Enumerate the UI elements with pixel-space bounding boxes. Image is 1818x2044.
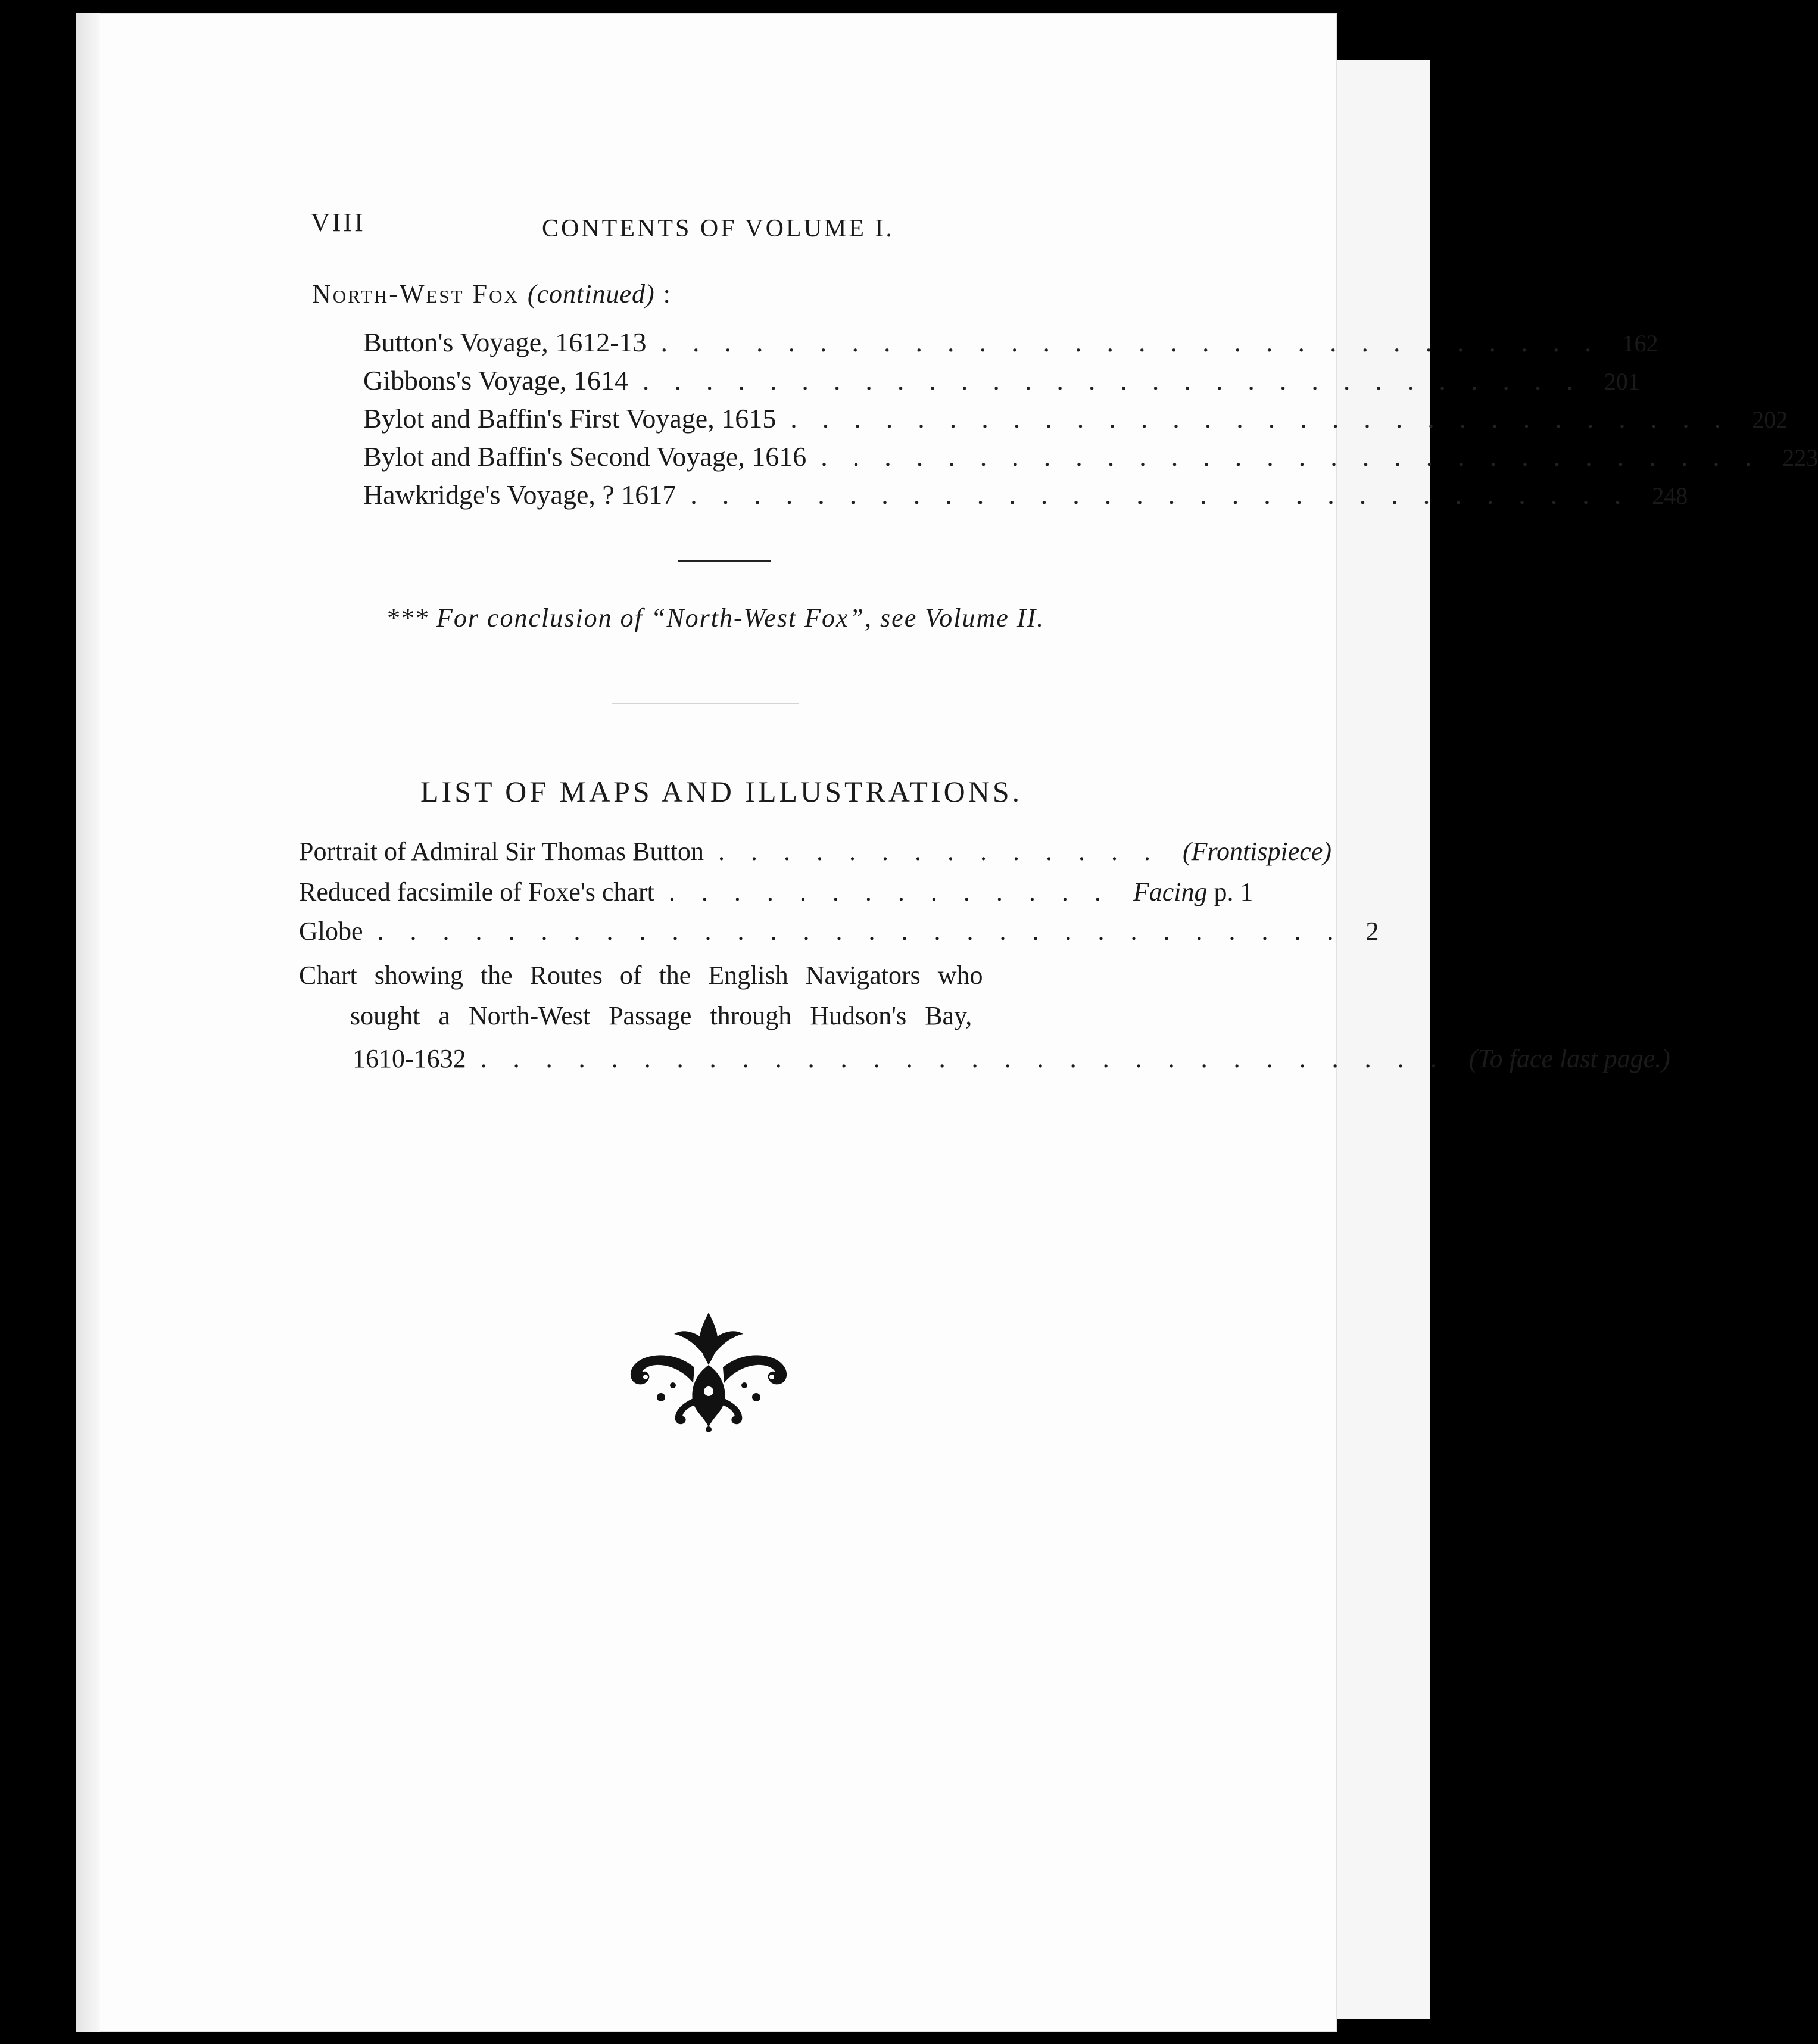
list-title: LIST OF MAPS AND ILLUSTRATIONS. [420, 775, 1023, 808]
dot-leader: .............................. [660, 327, 1617, 357]
page-gutter [76, 13, 100, 2032]
running-title: CONTENTS OF VOLUME I. [542, 215, 894, 242]
continuation-note: *** For conclusion of “North-West Fox”, see Volume II. [386, 603, 1045, 632]
dot-leader: .............................. [480, 1044, 1463, 1073]
toc-entry-label: Bylot and Baffin's Second Voyage, 1616 [363, 441, 807, 472]
illustration-label: Reduced facsimile of Foxe's chart [299, 877, 654, 906]
illustration-page-italic: Facing [1133, 877, 1208, 906]
section-name: North-West Fox [312, 279, 519, 309]
illustration-entry [299, 836, 1331, 874]
chart-entry-line-1: Chart showing the Routes of the English Navigators who [299, 961, 983, 990]
toc-entry [363, 403, 1788, 441]
toc-entry-page: 202 [1752, 406, 1788, 433]
chart-entry-dates: 1610-1632 [353, 1044, 466, 1073]
illustration-page: (Frontispiece) [1182, 837, 1331, 866]
illustration-label: Portrait of Admiral Sir Thomas Button [299, 837, 704, 866]
toc-entry-label: Hawkridge's Voyage, ? 1617 [363, 479, 676, 510]
faint-divider [612, 703, 799, 704]
toc-entry [363, 326, 1658, 364]
page-number: VIII [311, 208, 366, 237]
dot-leader: .............................. [642, 365, 1598, 395]
toc-entry-page: 223 [1782, 444, 1818, 471]
toc-entry [363, 479, 1688, 517]
chart-entry-line-2: sought a North-West Passage through Hudson's Bay, [350, 1001, 972, 1030]
chart-entry-page: (To face last page.) [1468, 1044, 1670, 1073]
dot-leader: .............................. [790, 403, 1747, 434]
illustration-label: Globe [299, 917, 363, 946]
toc-entry-label: Gibbons's Voyage, 1614 [363, 365, 628, 395]
dot-leader: .............. [718, 837, 1177, 866]
dot-leader: .............................. [690, 479, 1647, 510]
chart-entry-line-3 [353, 1043, 1670, 1082]
illustration-page [1127, 877, 1253, 907]
fleuron-ornament-icon [619, 1308, 798, 1433]
toc-entry-page: 201 [1604, 368, 1640, 395]
dot-leader: .............. [668, 877, 1127, 906]
illustration-entry [299, 916, 1379, 954]
illustration-page-number: p. 1 [1214, 877, 1253, 906]
section-continued: (continued) [527, 279, 655, 309]
toc-entry-label: Bylot and Baffin's First Voyage, 1615 [363, 403, 777, 434]
dot-leader: .............................. [821, 441, 1777, 472]
toc-entry [363, 441, 1818, 479]
toc-entry-page: 248 [1652, 482, 1688, 509]
section-colon: : [663, 279, 672, 309]
illustration-page: 2 [1365, 917, 1379, 946]
toc-entry-page: 162 [1622, 330, 1658, 357]
toc-entry-label: Button's Voyage, 1612-13 [363, 327, 647, 357]
illustration-entry [299, 877, 1253, 915]
dot-leader: .............................. [377, 917, 1360, 946]
section-heading [312, 279, 672, 309]
toc-entry [363, 364, 1640, 403]
divider-rule [678, 560, 771, 562]
